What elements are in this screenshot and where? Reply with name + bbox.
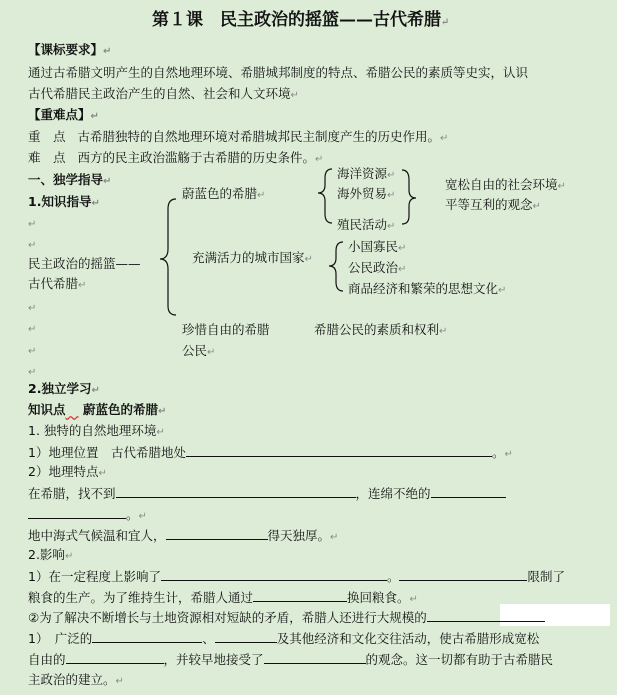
brace-branch1-result <box>402 170 416 224</box>
q1-features-line-c: 地中海式气候温和宜人， 得天独厚。↵ <box>28 528 339 543</box>
para-mark: ↵ <box>28 240 37 251</box>
q1-heading: 1. 独特的自然地理环境↵ <box>28 423 165 438</box>
q2-line-6: 主政治的建立。↵ <box>28 672 124 687</box>
brace-branch2 <box>329 242 343 291</box>
para-mark: ↵ <box>28 303 37 314</box>
page-title: 第１课 民主政治的摇篮——古代希腊↵ <box>152 10 450 30</box>
q1-features: 2）地理特点↵ <box>28 464 107 479</box>
q2-line-5: 自由的 ，并较早地接受了 的观念。这一切都有助于古希腊民 <box>28 652 554 667</box>
q2-line-1: 1）在一定程度上影响了 。 限制了 <box>28 569 565 584</box>
branch1-item-ocean: 海洋资源↵ <box>337 166 396 181</box>
branch2-item-economy: 商品经济和繁荣的思想文化↵ <box>348 281 507 296</box>
para-mark: ↵ <box>28 367 37 378</box>
branch-freedom-line-2: 公民↵ <box>182 343 216 358</box>
curriculum-line-1: 通过古希腊文明产生的自然地理环境、希腊城邦制度的特点、希腊公民的素质等史实，认识 <box>28 65 529 80</box>
curriculum-line-2: 古代希腊民主政治产生的自然、社会和人文环境↵ <box>28 86 299 101</box>
branch-city-state: 充满活力的城市国家↵ <box>192 250 313 265</box>
branch2-item-citizen-politics: 公民政治↵ <box>348 260 407 275</box>
guide-heading: 一、独学指导↵ <box>28 172 112 187</box>
knowledge-guide-heading: 1.知识指导↵ <box>28 194 100 209</box>
branch-blue-greece: 蔚蓝色的希腊↵ <box>182 186 266 201</box>
main-brace <box>160 199 176 315</box>
q1-features-line-b: 。↵ <box>28 505 147 526</box>
diagram-root-line-1: 民主政治的摇篮—— <box>28 256 141 271</box>
knowledge-point: 知识点 蔚蓝色的希腊↵ <box>28 402 167 417</box>
q1-features-line-a: 在希腊，找不到 ，连绵不绝的 <box>28 484 506 503</box>
branch2-item-small-state: 小国寡民↵ <box>348 239 407 254</box>
q2-line-2: 粮食的生产。为了维持生计，希腊人通过 换回粮食。↵ <box>28 590 418 605</box>
q2-line-3: ②为了解决不断增长与土地资源相对短缺的矛盾，希腊人还进行大规模的 <box>28 608 545 627</box>
para-mark: ↵ <box>28 219 37 230</box>
branch1-item-colony: 殖民活动↵ <box>337 217 396 232</box>
q1-location: 1）地理位置 古代希腊地处 。↵ <box>28 445 513 460</box>
branch1-result-1: 宽松自由的社会环境↵ <box>445 177 566 192</box>
curriculum-heading: 【课标要求】↵ <box>28 42 112 57</box>
q2-heading: 2.影响↵ <box>28 547 74 562</box>
difficult-point: 难 点 西方的民主政治滥觞于古希腊的历史条件。↵ <box>28 150 324 165</box>
branch-freedom: 珍惜自由的希腊 <box>182 322 270 337</box>
para-mark: ↵ <box>28 324 37 335</box>
branch1-item-trade: 海外贸易↵ <box>337 186 396 201</box>
para-mark: ↵ <box>28 346 37 357</box>
keypoints-heading: 【重难点】↵ <box>28 107 99 122</box>
key-point: 重 点 古希腊独特的自然地理环境对希腊城邦民主制度产生的历史作用。↵ <box>28 129 449 144</box>
brace-branch1 <box>318 169 332 223</box>
diagram-root-line-2: 古代希腊↵ <box>28 276 87 291</box>
study-heading: 2.独立学习↵ <box>28 381 100 396</box>
branch1-result-2: 平等互利的观念↵ <box>445 197 541 212</box>
q2-line-4: 1） 广泛的 、 及其他经济和文化交往活动，使古希腊形成宽松 <box>28 631 540 646</box>
branch3-result: 希腊公民的素质和权利↵ <box>314 322 448 337</box>
